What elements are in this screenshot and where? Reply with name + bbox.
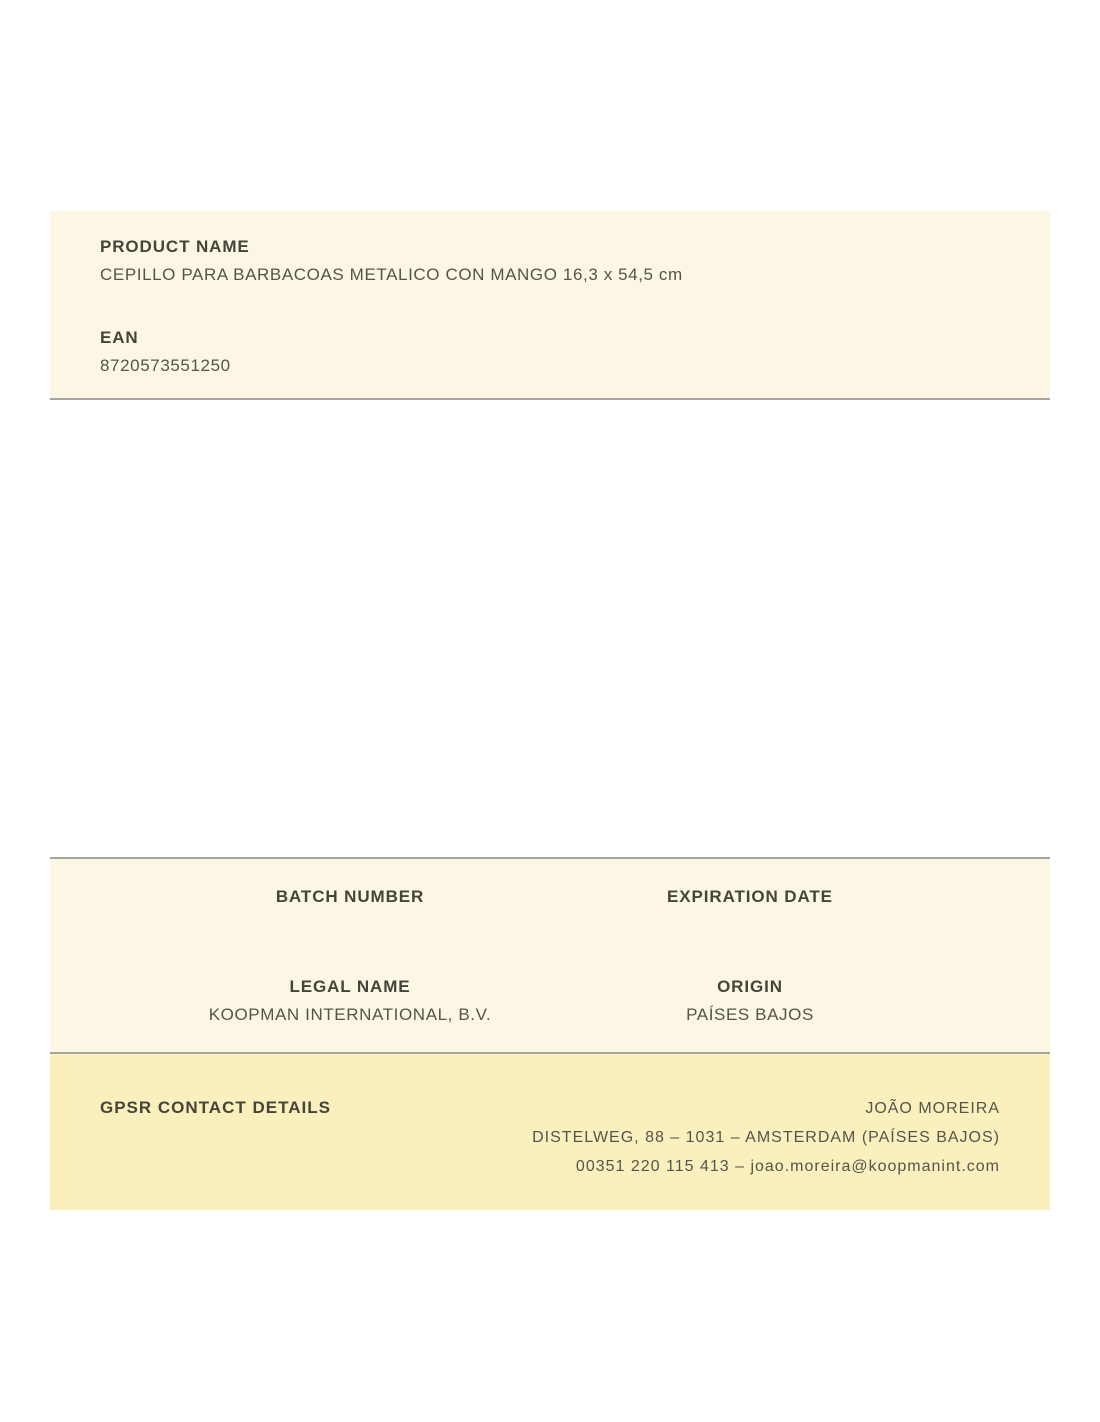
ean-field (100, 324, 1000, 380)
contact-address: DISTELWEG, 88 – 1031 – AMSTERDAM (PAÍSES BAJOS) (532, 1129, 1000, 1146)
contact-name: JOÃO MOREIRA (865, 1100, 1000, 1117)
legal-name-value: KOOPMAN INTERNATIONAL, B.V. (208, 1005, 492, 1024)
legal-name-label: LEGAL NAME (289, 977, 411, 996)
ean-label: EAN (100, 328, 139, 347)
origin-value: PAÍSES BAJOS (686, 1005, 814, 1024)
gpsr-contact-details-heading: GPSR CONTACT DETAILS (100, 1098, 331, 1117)
batch-panel (50, 857, 1050, 1054)
ean-value: 8720573551250 (100, 356, 231, 375)
batch-heading-row (150, 883, 950, 911)
gpsr-panel (50, 1054, 1050, 1210)
expiration-date-label: EXPIRATION DATE (667, 887, 833, 906)
product-name-field (100, 233, 1000, 289)
origin-label: ORIGIN (717, 977, 783, 996)
product-name-label: PRODUCT NAME (100, 237, 250, 256)
legal-origin-row (150, 973, 950, 1029)
batch-spacer (50, 911, 1050, 973)
gpsr-contact-block (532, 1094, 1000, 1181)
batch-number-label: BATCH NUMBER (275, 887, 425, 906)
contact-phone-email: 00351 220 115 413 – joao.moreira@koopmanint.com (575, 1158, 1000, 1175)
product-name-value: CEPILLO PARA BARBACOAS METALICO CON MANGO 16,3 x 54,5 cm (100, 265, 683, 284)
product-panel (50, 211, 1050, 400)
